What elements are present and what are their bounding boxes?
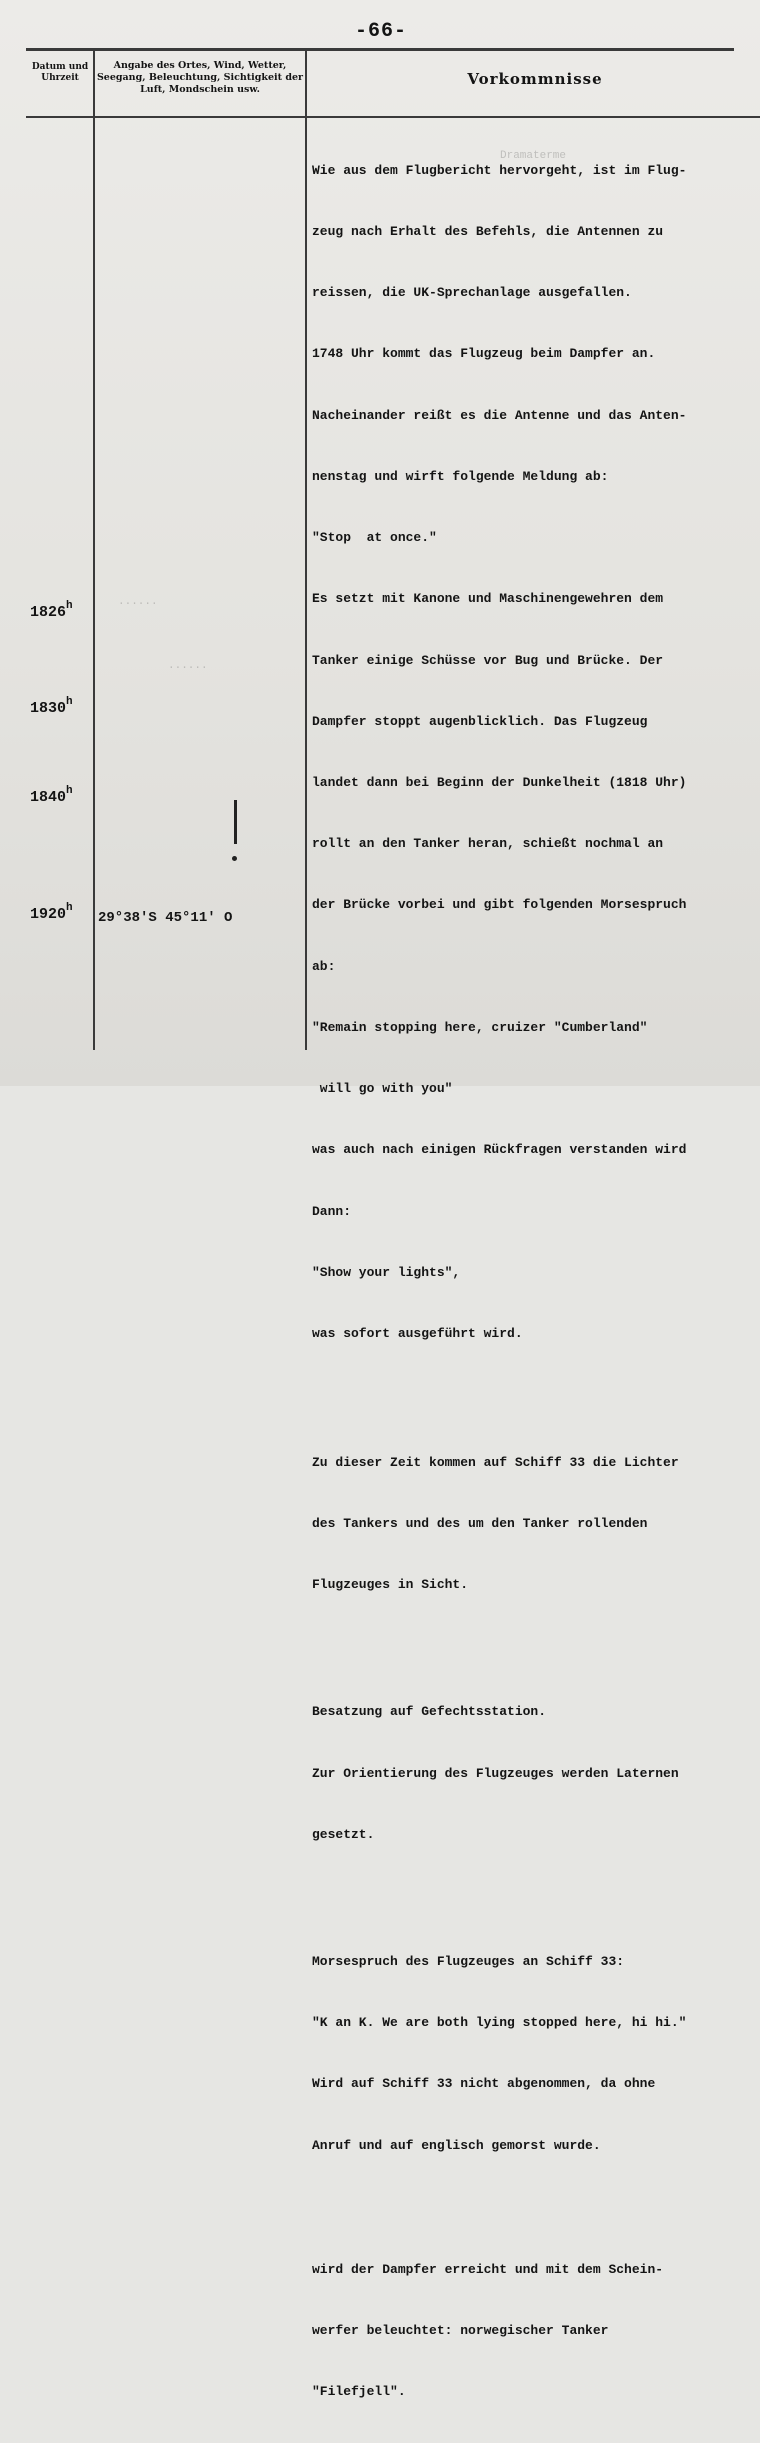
event-line: Dann:: [312, 1203, 352, 1219]
event-line: wird der Dampfer erreicht und mit dem Schein-: [312, 2261, 664, 2277]
event-line: Nacheinander reißt es die Antenne und das Anten-: [312, 407, 687, 423]
event-line: Zu dieser Zeit kommen auf Schiff 33 die Lichter: [312, 1455, 679, 1470]
event-line: Tanker einige Schüsse vor Bug und Brücke. Der: [312, 652, 664, 668]
page-number: -66-: [355, 20, 408, 43]
pen-mark: [234, 800, 237, 844]
entry-time: 1920$^h$: [30, 902, 73, 923]
event-line: rollt an den Tanker heran, schießt nochmal an: [312, 836, 664, 852]
header-date-time: Datum und Uhrzeit: [31, 62, 89, 84]
entry-position: 29°38'S 45°11' O: [98, 910, 233, 926]
entry-time: 1830$^h$: [30, 696, 73, 717]
bleed-through-text: ......: [118, 596, 158, 608]
header-bottom-rule: [26, 116, 760, 118]
bleed-through-text: ......: [168, 660, 208, 672]
event-line: ab:: [312, 958, 336, 974]
column-rule-2: [305, 48, 307, 1050]
pen-mark: [232, 856, 237, 861]
event-line: Morsespruch des Flugzeuges an Schiff 33:: [312, 1953, 625, 1969]
event-line: gesetzt.: [312, 1826, 375, 1842]
event-line: der Brücke vorbei und gibt folgenden Morsespruch: [312, 897, 687, 913]
event-line: landet dann bei Beginn der Dunkelheit (1818 Uhr): [312, 775, 687, 790]
event-line: was auch nach einigen Rückfragen verstanden wird: [312, 1142, 687, 1158]
event-line: Wie aus dem Flugbericht hervorgeht, ist im Flug-: [312, 162, 687, 178]
event-line: Zur Orientierung des Flugzeuges werden Laternen: [312, 1765, 679, 1781]
event-line: Wird auf Schiff 33 nicht abgenommen, da ohne: [312, 2076, 656, 2092]
event-line: des Tankers und des um den Tanker rollenden: [312, 1516, 648, 1532]
event-line: "Remain stopping here, cruizer "Cumberland": [312, 1019, 648, 1035]
event-line: "K an K. We are both lying stopped here, hi hi.": [312, 2015, 687, 2031]
event-line: nenstag und wirft folgende Meldung ab:: [312, 468, 609, 484]
event-line: Anruf und auf englisch gemorst wurde.: [312, 2137, 601, 2153]
event-line: Dampfer stoppt augenblicklich. Das Flugzeug: [312, 713, 648, 729]
column-rule-1: [93, 48, 95, 1050]
event-line: Flugzeuges in Sicht.: [312, 1577, 469, 1593]
event-line: "Filefjell".: [312, 2384, 406, 2400]
event-line: will go with you": [312, 1081, 453, 1097]
header-top-rule: [26, 48, 734, 51]
event-line: "Stop at once.": [312, 530, 437, 546]
event-line: Besatzung auf Gefechtsstation.: [312, 1704, 547, 1720]
event-line: reissen, die UK-Sprechanlage ausgefallen.: [312, 285, 632, 301]
event-line: 1748 Uhr kommt das Flugzeug beim Dampfer an.: [312, 346, 656, 362]
entry-time: 1826$^h$: [30, 600, 73, 621]
events-text: [312, 120, 760, 2443]
header-events: Vorkommnisse: [467, 70, 603, 88]
event-line: Es setzt mit Kanone und Maschinengewehren dem: [312, 591, 664, 607]
event-line: werfer beleuchtet: norwegischer Tanker: [312, 2322, 609, 2338]
event-line: zeug nach Erhalt des Befehls, die Antennen zu: [312, 224, 664, 240]
header-location-weather: Angabe des Ortes, Wind, Wetter, Seegang, Beleuchtung, Sichtigkeit der Luft, Mondschein usw.: [96, 60, 304, 95]
event-line: was sofort ausgeführt wird.: [312, 1325, 523, 1341]
entry-time: 1840$^h$: [30, 785, 73, 806]
event-line: "Show your lights",: [312, 1264, 461, 1280]
bleed-through-text: Dramaterme: [500, 150, 567, 162]
